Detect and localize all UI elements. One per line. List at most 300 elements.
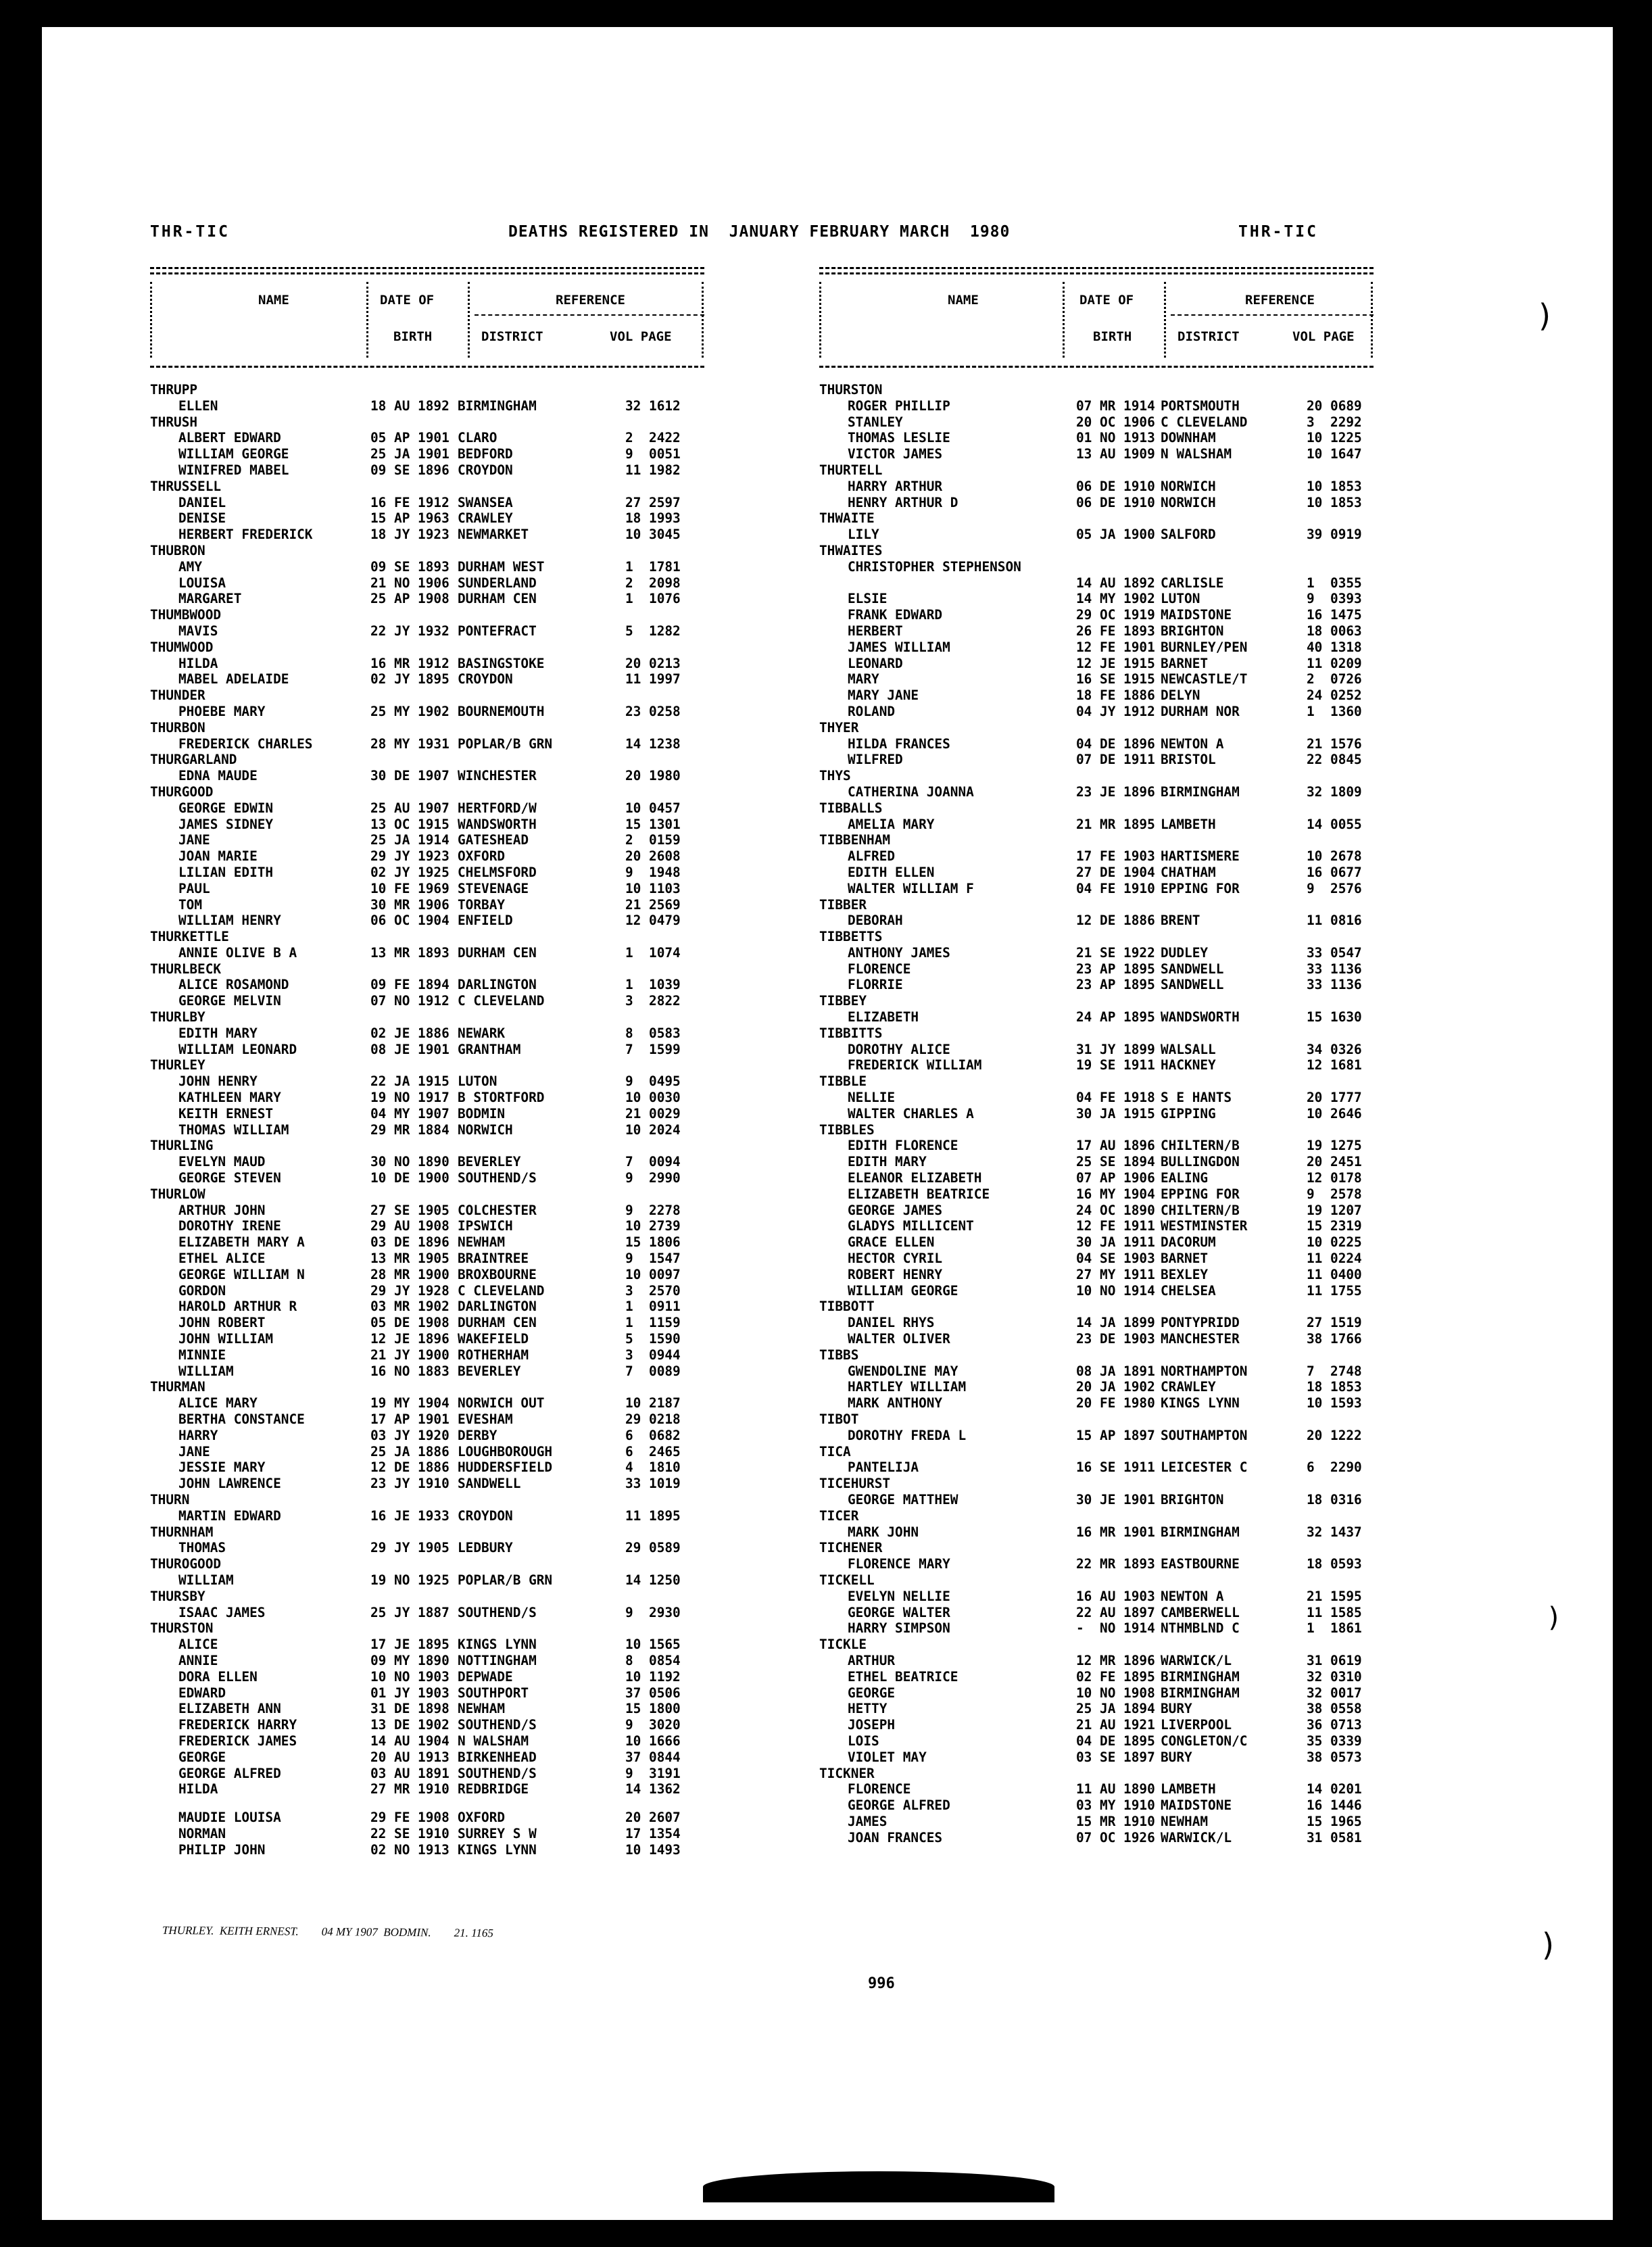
district: HERTFORD/W <box>458 800 537 816</box>
forenames: JANE <box>178 832 210 848</box>
date-of-birth: 16 AU 1903 <box>1076 1588 1155 1604</box>
forenames: ALBERT EDWARD <box>178 430 281 446</box>
entry-row <box>150 1299 826 1315</box>
vol-page: 9 3191 <box>625 1765 681 1781</box>
vol-page: 11 1895 <box>625 1507 681 1524</box>
forenames: EDITH FLORENCE <box>848 1138 958 1154</box>
entry-row <box>150 1218 826 1234</box>
district: SALFORD <box>1161 527 1216 543</box>
vol-page: 18 0593 <box>1307 1556 1362 1572</box>
district: DUDLEY <box>1161 944 1209 961</box>
col-name-label: NAME <box>258 293 289 308</box>
entry-row <box>150 559 826 575</box>
surname: TIBBLE <box>819 1073 867 1090</box>
handwritten-note: THURLEY. KEITH ERNEST. 04 MY 1907 BODMIN. 21. 1165 <box>162 1923 493 1940</box>
date-of-birth: 29 JY 1923 <box>370 848 450 865</box>
district: S E HANTS <box>1161 1090 1232 1106</box>
district: NORWICH <box>1161 494 1216 510</box>
surname: TICER <box>819 1507 859 1524</box>
surname-heading <box>150 720 826 736</box>
date-of-birth: 28 MR 1900 <box>370 1266 450 1282</box>
date-of-birth: 07 MR 1914 <box>1076 397 1155 414</box>
entry-row <box>150 1073 826 1090</box>
forenames: ELSIE <box>848 591 888 607</box>
vol-page: 5 1590 <box>625 1331 681 1347</box>
forenames: GEORGE EDWIN <box>178 800 274 816</box>
entry-row <box>150 1363 826 1380</box>
forenames: FREDERICK CHARLES <box>178 735 313 752</box>
entry-row <box>819 607 1495 623</box>
entry-row <box>819 1717 1495 1733</box>
forenames: FREDERICK WILLIAM <box>848 1057 982 1073</box>
entry-row <box>819 1363 1495 1380</box>
vol-page: 9 1547 <box>625 1251 681 1267</box>
date-of-birth: 16 JE 1933 <box>370 1507 450 1524</box>
district: GIPPING <box>1161 1105 1216 1121</box>
surname: THURNHAM <box>150 1524 214 1540</box>
date-of-birth: 29 JY 1928 <box>370 1282 450 1299</box>
vol-page: 10 0030 <box>625 1090 681 1106</box>
entry-row <box>150 1842 826 1858</box>
vol-page: 11 0816 <box>1307 913 1362 929</box>
forenames: VICTOR JAMES <box>848 446 943 462</box>
surname-heading <box>150 1057 826 1073</box>
date-of-birth: 03 AU 1891 <box>370 1765 450 1781</box>
vol-page: 19 1275 <box>1307 1138 1362 1154</box>
date-of-birth: 30 DE 1907 <box>370 768 450 784</box>
entry-row <box>819 1186 1495 1203</box>
surname: THURN <box>150 1491 190 1507</box>
surname: THUBRON <box>150 542 205 558</box>
entry-row <box>819 1830 1495 1846</box>
entry-row <box>819 1797 1495 1814</box>
date-of-birth: 16 MR 1912 <box>370 655 450 671</box>
entry-row <box>819 479 1495 495</box>
district: SOUTHEND/S <box>458 1717 537 1733</box>
surname: TIBBER <box>819 896 867 913</box>
date-of-birth: 30 NO 1890 <box>370 1154 450 1170</box>
forenames: HILDA <box>178 655 218 671</box>
date-of-birth: 18 AU 1892 <box>370 397 450 414</box>
district: NEWARK <box>458 1025 506 1041</box>
district: CHELMSFORD <box>458 864 537 880</box>
surname: THWAITE <box>819 510 875 527</box>
date-of-birth: 23 AP 1895 <box>1076 961 1155 977</box>
entry-row <box>150 671 826 687</box>
vol-page: 20 1222 <box>1307 1427 1362 1443</box>
vol-page: 7 2748 <box>1307 1363 1362 1379</box>
district: DURHAM CEN <box>458 591 537 607</box>
district: TORBAY <box>458 896 506 913</box>
forenames: DOROTHY ALICE <box>848 1041 950 1057</box>
surname-heading <box>819 1122 1495 1138</box>
district: DURHAM CEN <box>458 1315 537 1331</box>
date-of-birth: 25 SE 1894 <box>1076 1154 1155 1170</box>
vol-page: 10 1192 <box>625 1668 681 1685</box>
date-of-birth: 09 SE 1893 <box>370 558 450 575</box>
entry-row <box>819 1090 1495 1106</box>
vol-page: 3 0944 <box>625 1347 681 1363</box>
forenames: WILLIAM <box>178 1572 234 1588</box>
vol-page: 5 1282 <box>625 623 681 639</box>
district: B STORTFORD <box>458 1090 545 1106</box>
entry-row <box>150 1733 826 1749</box>
forenames: WILLIAM GEORGE <box>848 1282 958 1299</box>
entry-row <box>819 704 1495 720</box>
district: BURY <box>1161 1701 1192 1717</box>
district: LEICESTER C <box>1161 1459 1248 1476</box>
date-of-birth: 08 JE 1901 <box>370 1041 450 1057</box>
entry-row <box>150 1331 826 1347</box>
vol-page: 33 1136 <box>1307 977 1362 993</box>
entry-row <box>819 865 1495 881</box>
date-of-birth: 02 JE 1886 <box>370 1025 450 1041</box>
surname-heading <box>150 929 826 945</box>
vol-page: 29 0218 <box>625 1411 681 1427</box>
forenames: JOAN FRANCES <box>848 1829 943 1845</box>
entry-row <box>819 736 1495 752</box>
forenames: WILLIAM HENRY <box>178 913 281 929</box>
vol-page: 33 1136 <box>1307 961 1362 977</box>
forenames: FLORENCE <box>848 1781 911 1797</box>
vol-page: 8 0583 <box>625 1025 681 1041</box>
entry-row <box>819 1042 1495 1058</box>
entry-row <box>819 1267 1495 1283</box>
forenames: DENISE <box>178 510 226 527</box>
vol-page: 20 2608 <box>625 848 681 865</box>
surname: THURBON <box>150 719 205 735</box>
entry-row <box>819 1428 1495 1444</box>
date-of-birth: 04 MY 1907 <box>370 1105 450 1121</box>
date-of-birth: 11 AU 1890 <box>1076 1781 1155 1797</box>
district: BIRKENHEAD <box>458 1749 537 1765</box>
entry-row <box>150 1170 826 1186</box>
forenames: EVELYN MAUD <box>178 1154 266 1170</box>
vol-page: 1 1360 <box>1307 703 1362 719</box>
vol-page: 15 1806 <box>625 1234 681 1251</box>
surname-heading <box>819 1299 1495 1315</box>
date-of-birth: 25 JA 1886 <box>370 1443 450 1459</box>
forenames: DANIEL RHYS <box>848 1315 935 1331</box>
forenames: TOM <box>178 896 203 913</box>
district: COLCHESTER <box>458 1202 537 1218</box>
surname-heading <box>150 1186 826 1203</box>
entry-row <box>819 1620 1495 1637</box>
entry-row <box>819 398 1495 414</box>
entry-row <box>819 1154 1495 1170</box>
surname-heading <box>150 607 826 623</box>
vol-page: 9 2930 <box>625 1604 681 1620</box>
forenames: HECTOR CYRIL <box>848 1251 943 1267</box>
forenames: KEITH ERNEST <box>178 1105 274 1121</box>
vol-page: 11 1755 <box>1307 1282 1362 1299</box>
surname-heading <box>150 1492 826 1508</box>
entry-row <box>819 1331 1495 1347</box>
district: BEVERLEY <box>458 1154 521 1170</box>
vol-page: 9 1948 <box>625 864 681 880</box>
district: HACKNEY <box>1161 1057 1216 1073</box>
surname-heading <box>819 897 1495 913</box>
entry-row <box>819 1814 1495 1830</box>
col-reference-label: REFERENCE <box>556 293 625 308</box>
entry-row <box>150 1267 826 1283</box>
surname: TIBBETTS <box>819 929 883 945</box>
vol-page: 1 1076 <box>625 591 681 607</box>
date-of-birth: 23 DE 1903 <box>1076 1331 1155 1347</box>
entry-row <box>150 656 826 672</box>
entry-row <box>819 848 1495 865</box>
district: GATESHEAD <box>458 832 529 848</box>
forenames: ANNIE OLIVE B A <box>178 944 297 961</box>
forenames: HAROLD ARTHUR R <box>178 1299 297 1315</box>
district: DOWNHAM <box>1161 430 1216 446</box>
surname: THUNDER <box>150 687 205 704</box>
date-of-birth: 22 MR 1893 <box>1076 1556 1155 1572</box>
entry-row <box>150 623 826 639</box>
entry-row <box>819 687 1495 704</box>
date-of-birth: 06 DE 1910 <box>1076 478 1155 494</box>
forenames: GEORGE WILLIAM N <box>178 1266 305 1282</box>
entry-row <box>150 1685 826 1701</box>
vol-page: 7 0089 <box>625 1363 681 1379</box>
district: BIRMINGHAM <box>1161 1524 1240 1540</box>
vol-page: 11 0400 <box>1307 1266 1362 1282</box>
district: NOTTINGHAM <box>458 1652 537 1668</box>
district: IPSWICH <box>458 1218 513 1234</box>
district: C CLEVELAND <box>1161 414 1248 430</box>
forenames: ARTHUR <box>848 1652 896 1668</box>
district: SOUTHAMPTON <box>1161 1427 1248 1443</box>
date-of-birth: 22 SE 1910 <box>370 1825 450 1841</box>
district: C CLEVELAND <box>458 1282 545 1299</box>
date-of-birth: 25 AP 1908 <box>370 591 450 607</box>
district: DARLINGTON <box>458 1299 537 1315</box>
vol-page: 9 0495 <box>625 1073 681 1090</box>
forenames: GRACE ELLEN <box>848 1234 935 1251</box>
vol-page: 14 1238 <box>625 735 681 752</box>
vol-page: 15 1965 <box>1307 1813 1362 1829</box>
district: SANDWELL <box>1161 977 1224 993</box>
vol-page: 22 0845 <box>1307 752 1362 768</box>
entry-row <box>150 817 826 833</box>
date-of-birth: 03 DE 1896 <box>370 1234 450 1251</box>
surname: THRUSSELL <box>150 478 222 494</box>
forenames: EDWARD <box>178 1685 226 1701</box>
vol-page: 31 0619 <box>1307 1652 1362 1668</box>
forenames: ANTHONY JAMES <box>848 944 950 961</box>
entry-row <box>150 1428 826 1444</box>
district: CARLISLE <box>1161 575 1224 591</box>
district: WANDSWORTH <box>458 816 537 832</box>
date-of-birth: 13 DE 1902 <box>370 1717 450 1733</box>
entry-row <box>819 784 1495 800</box>
forenames: GEORGE <box>178 1749 226 1765</box>
date-of-birth: 12 FE 1901 <box>1076 639 1155 655</box>
forenames: JOHN ROBERT <box>178 1315 266 1331</box>
date-of-birth: 29 MR 1884 <box>370 1121 450 1138</box>
surname: THURGARLAND <box>150 752 237 768</box>
district: LUTON <box>458 1073 497 1090</box>
district: MAIDSTONE <box>1161 607 1232 623</box>
entry-row <box>819 1492 1495 1508</box>
entry-row <box>150 575 826 591</box>
surname-heading <box>819 993 1495 1009</box>
vol-page: 20 0689 <box>1307 397 1362 414</box>
forenames: JESSIE MARY <box>178 1459 266 1476</box>
forenames: HENRY ARTHUR D <box>848 494 958 510</box>
forenames: WILLIAM LEONARD <box>178 1041 297 1057</box>
entry-row <box>819 1009 1495 1025</box>
col-date-of-label: DATE OF <box>1079 293 1134 308</box>
date-of-birth: 20 JA 1902 <box>1076 1379 1155 1395</box>
date-of-birth: 15 AP 1897 <box>1076 1427 1155 1443</box>
forenames: JANE <box>178 1443 210 1459</box>
col-birth-label: BIRTH <box>393 329 433 344</box>
entry-row <box>150 865 826 881</box>
vol-page: 4 1810 <box>625 1459 681 1476</box>
district: BASINGSTOKE <box>458 655 545 671</box>
district: SURREY S W <box>458 1825 537 1841</box>
vol-page: 9 0051 <box>625 446 681 462</box>
date-of-birth: 10 NO 1914 <box>1076 1282 1155 1299</box>
forenames: HERBERT FREDERICK <box>178 527 313 543</box>
surname-heading <box>150 382 826 398</box>
entry-row <box>819 639 1495 656</box>
vol-page: 14 0201 <box>1307 1781 1362 1797</box>
forenames: AMELIA MARY <box>848 816 935 832</box>
date-of-birth: 31 JY 1899 <box>1076 1041 1155 1057</box>
district: NORWICH <box>458 1121 513 1138</box>
surname-heading <box>819 1073 1495 1090</box>
vol-page: 1 1861 <box>1307 1620 1362 1637</box>
district: OXFORD <box>458 848 506 865</box>
forenames: MARK ANTHONY <box>848 1395 943 1411</box>
forenames: NORMAN <box>178 1825 226 1841</box>
district: SANDWELL <box>1161 961 1224 977</box>
vol-page: 10 1493 <box>625 1841 681 1858</box>
date-of-birth: 25 AU 1907 <box>370 800 450 816</box>
forenames: MARTIN EDWARD <box>178 1507 281 1524</box>
vol-page: 10 0097 <box>625 1266 681 1282</box>
vol-page: 6 0682 <box>625 1427 681 1443</box>
district: EASTBOURNE <box>1161 1556 1240 1572</box>
district: BEVERLEY <box>458 1363 521 1379</box>
surname-heading <box>150 961 826 977</box>
entry-row <box>819 1701 1495 1717</box>
entry-row <box>819 977 1495 993</box>
forenames: ALICE MARY <box>178 1395 258 1411</box>
vol-page: 1 1781 <box>625 558 681 575</box>
vol-page: 16 1475 <box>1307 607 1362 623</box>
district: DURHAM NOR <box>1161 703 1240 719</box>
vol-page: 10 2646 <box>1307 1105 1362 1121</box>
entry-row <box>150 1749 826 1766</box>
scan-bracket-mark: ) <box>1546 1602 1563 1633</box>
vol-page: 11 0209 <box>1307 655 1362 671</box>
surname: THRUSH <box>150 414 198 430</box>
entry-row <box>150 1637 826 1653</box>
date-of-birth: 02 NO 1913 <box>370 1841 450 1858</box>
vol-page: 9 0393 <box>1307 591 1362 607</box>
forenames: DOROTHY FREDA L <box>848 1427 967 1443</box>
date-of-birth: 14 AU 1904 <box>370 1733 450 1749</box>
entry-row <box>819 1395 1495 1411</box>
vol-page: 10 0457 <box>625 800 681 816</box>
entry-row <box>819 575 1495 591</box>
entry-row <box>819 495 1495 511</box>
forenames: JOHN LAWRENCE <box>178 1476 281 1492</box>
date-of-birth: 02 JY 1925 <box>370 864 450 880</box>
surname: THURSBY <box>150 1588 205 1604</box>
surname: THURTELL <box>819 462 883 478</box>
surname: TICHENER <box>819 1540 883 1556</box>
entry-row <box>819 913 1495 929</box>
forenames: ETHEL BEATRICE <box>848 1668 958 1685</box>
entry-row <box>150 945 826 961</box>
vol-page: 20 1777 <box>1307 1090 1362 1106</box>
forenames: EDITH MARY <box>848 1154 927 1170</box>
date-of-birth: 04 JY 1912 <box>1076 703 1155 719</box>
date-of-birth: 22 JY 1932 <box>370 623 450 639</box>
forenames: JAMES <box>848 1813 888 1829</box>
forenames: ELIZABETH <box>848 1009 919 1025</box>
date-of-birth: 12 FE 1911 <box>1076 1218 1155 1234</box>
date-of-birth: 21 MR 1895 <box>1076 816 1155 832</box>
date-of-birth: 25 JA 1894 <box>1076 1701 1155 1717</box>
district: WARWICK/L <box>1161 1652 1232 1668</box>
date-of-birth: 31 DE 1898 <box>370 1701 450 1717</box>
district: DERBY <box>458 1427 497 1443</box>
surname: THURKETTLE <box>150 929 229 945</box>
district: SANDWELL <box>458 1476 521 1492</box>
district: WAKEFIELD <box>458 1331 529 1347</box>
surname: THURMAN <box>150 1379 205 1395</box>
surname-heading <box>150 1524 826 1541</box>
vol-page: 18 1853 <box>1307 1379 1362 1395</box>
district: HARTISMERE <box>1161 848 1240 865</box>
surname: THUMWOOD <box>150 639 214 655</box>
district: HUDDERSFIELD <box>458 1459 553 1476</box>
forenames: CHRISTOPHER STEPHENSON <box>848 558 1021 575</box>
surname-heading <box>150 543 826 559</box>
forenames: ROBERT HENRY <box>848 1266 943 1282</box>
surname-heading <box>819 462 1495 479</box>
date-of-birth: 27 MR 1910 <box>370 1781 450 1797</box>
district: SOUTHEND/S <box>458 1604 537 1620</box>
entry-row <box>150 1669 826 1685</box>
district: SOUTHPORT <box>458 1685 529 1701</box>
vol-page: 18 1993 <box>625 510 681 527</box>
vol-page: 15 1630 <box>1307 1009 1362 1025</box>
vol-page: 21 1576 <box>1307 735 1362 752</box>
district: NEWHAM <box>458 1234 506 1251</box>
vol-page: 35 0339 <box>1307 1733 1362 1749</box>
col-reference-label: REFERENCE <box>1245 293 1315 308</box>
forenames: HERBERT <box>848 623 903 639</box>
forenames: JOSEPH <box>848 1717 896 1733</box>
entry-row <box>819 671 1495 687</box>
surname-heading <box>150 687 826 704</box>
date-of-birth: 21 NO 1906 <box>370 575 450 591</box>
vol-page: 16 1446 <box>1307 1797 1362 1814</box>
district: CHELSEA <box>1161 1282 1216 1299</box>
date-of-birth: 17 AP 1901 <box>370 1411 450 1427</box>
forenames: ELIZABETH ANN <box>178 1701 281 1717</box>
date-of-birth: 12 JE 1915 <box>1076 655 1155 671</box>
vol-page: 15 1800 <box>625 1701 681 1717</box>
forenames: HETTY <box>848 1701 888 1717</box>
district: POPLAR/B GRN <box>458 735 553 752</box>
